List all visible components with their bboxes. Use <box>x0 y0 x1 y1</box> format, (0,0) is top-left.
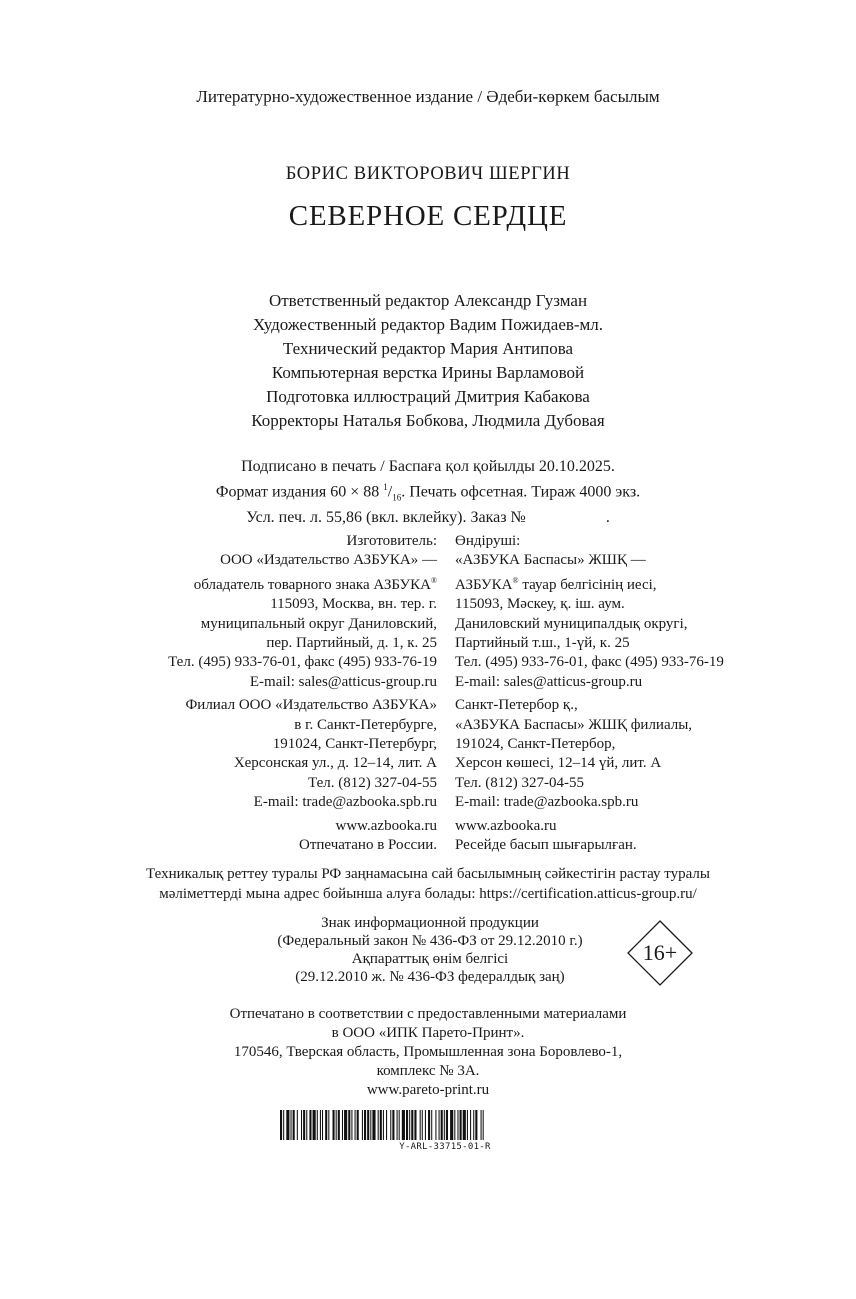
certification-note <box>0 864 856 904</box>
barcode-bar <box>463 1110 466 1140</box>
barcode-bar <box>425 1110 426 1140</box>
barcode-bar <box>457 1110 458 1140</box>
sign-line: Знак информационной продукции <box>321 915 539 931</box>
book-title: СЕВЕРНОЕ СЕРДЦЕ <box>288 200 568 232</box>
barcode-bar <box>383 1110 384 1140</box>
branch-address: 191024, Санкт-Петербург, <box>272 736 437 753</box>
barcode-bar <box>386 1110 387 1140</box>
barcode-bar <box>328 1110 329 1140</box>
barcode-bar <box>411 1110 413 1140</box>
branch-email: E-mail: trade@azbooka.spb.ru <box>455 794 639 811</box>
mfr-address: Даниловский муниципалдық округі, <box>455 615 688 632</box>
edition-type: Литературно-художественное издание / Әдеби-көркем басылым <box>196 87 660 106</box>
book-author: БОРИС ВИКТОРОВИЧ ШЕРГИН <box>285 164 571 184</box>
branch-email: E-mail: trade@azbooka.spb.ru <box>253 794 437 811</box>
barcode-bar <box>390 1110 391 1140</box>
barcode-bar <box>422 1110 423 1140</box>
barcode-bar <box>297 1110 298 1140</box>
barcode-bar <box>364 1110 366 1140</box>
mfr-owner: обладатель товарного знака АЗБУКА® <box>193 575 437 593</box>
info-product-sign <box>240 914 620 986</box>
barcode-bar <box>444 1110 445 1140</box>
barcode-bar <box>409 1110 410 1140</box>
barcode-bar <box>435 1110 436 1140</box>
barcode-bar <box>380 1110 382 1140</box>
barcode-bar <box>293 1110 295 1140</box>
barcode-bar <box>322 1110 323 1140</box>
mfr-name: ООО «Издательство АЗБУКА» — <box>220 552 437 569</box>
barcode-bar <box>286 1110 289 1140</box>
barcode-bar <box>348 1110 350 1140</box>
mfr-phone: Тел. (495) 933-76-01, факс (495) 933-76-19 <box>455 654 724 671</box>
credit-line: Подготовка иллюстраций Дмитрия Кабакова <box>266 387 590 406</box>
credits-list <box>0 289 856 433</box>
branch-address: Херсон көшесі, 12–14 үй, лит. А <box>455 755 662 772</box>
printed-in: Отпечатано в России. <box>299 837 437 854</box>
mfr-name: «АЗБУКА Баспасы» ЖШҚ — <box>455 552 646 569</box>
branch-phone: Тел. (812) 327-04-55 <box>455 774 584 791</box>
printer-line: 170546, Тверская область, Промышленная зона Боровлево-1, <box>233 1044 623 1060</box>
mfr-address: пер. Партийный, д. 1, к. 25 <box>266 635 437 652</box>
mfr-email: E-mail: sales@atticus-group.ru <box>249 673 437 690</box>
barcode-bar <box>470 1110 471 1140</box>
branch-name: Филиал ООО «Издательство АЗБУКА» <box>185 697 437 714</box>
mfr-address: 115093, Мәскеу, қ. іш. аум. <box>455 596 625 613</box>
barcode-bar <box>441 1110 443 1140</box>
barcode-bar <box>431 1110 432 1140</box>
branch-phone: Тел. (812) 327-04-55 <box>308 774 437 791</box>
barcode-bar <box>367 1110 369 1140</box>
barcode-bar <box>406 1110 408 1140</box>
format-line: Формат издания 60 × 88 $^1/_{16}$. Печать офсетная. Тираж 4000 экз. <box>215 482 641 503</box>
mfr-phone: Тел. (495) 933-76-01, факс (495) 933-76-19 <box>168 654 437 671</box>
barcode-bar <box>402 1110 405 1140</box>
sign-line: Ақпараттық өнім белгісі <box>351 951 509 967</box>
mfr-label: Изготовитель: <box>346 533 437 549</box>
branch-city: «АЗБУКА Баспасы» ЖШҚ филиалы, <box>455 716 693 733</box>
barcode-bar <box>481 1110 482 1140</box>
barcode-bar <box>460 1110 462 1140</box>
mfr-owner: АЗБУКА® тауар белгісінің иесі, <box>455 575 657 593</box>
barcode-bar <box>283 1110 284 1140</box>
age-rating-badge <box>627 920 693 986</box>
barcode-bar <box>399 1110 400 1140</box>
print-info <box>0 457 856 528</box>
printer-line: Отпечатано в соответствии с предоставленными материалами <box>229 1006 627 1022</box>
barcode-bar <box>446 1110 448 1140</box>
mfr-address: Партийный т.ш., 1-үй, к. 25 <box>455 635 630 652</box>
barcode <box>280 1110 610 1140</box>
barcode-bar <box>291 1110 292 1140</box>
sign-line: (Федеральный закон № 436-ФЗ от 29.12.2010 г.) <box>277 933 583 949</box>
barcode-bar <box>473 1110 474 1140</box>
printed-in: Ресейде басып шығарылған. <box>455 837 637 854</box>
barcode-bar <box>325 1110 327 1140</box>
printer-info <box>0 1005 856 1100</box>
mfr-label: Өндіруші: <box>455 533 521 549</box>
barcode-bar <box>306 1110 307 1140</box>
barcode-bar <box>342 1110 343 1140</box>
barcode-bar <box>303 1110 305 1140</box>
printer-line: комплекс № 3А. <box>376 1063 480 1079</box>
mfr-email: E-mail: sales@atticus-group.ru <box>455 673 643 690</box>
cert-line: мәліметтерді мына адрес бойынша алуға болады: https://certification.atticus-group.ru/ <box>159 886 697 902</box>
manufacturer-ru <box>97 532 437 856</box>
order-line: Усл. печ. л. 55,86 (вкл. вклейку). Заказ № . <box>246 508 610 526</box>
printer-website: www.pareto-print.ru <box>366 1082 490 1098</box>
barcode-bar <box>439 1110 440 1140</box>
barcode-bar <box>333 1110 335 1140</box>
website: www.azbooka.ru <box>335 817 437 834</box>
website: www.azbooka.ru <box>455 817 557 834</box>
barcode-bar <box>397 1110 398 1140</box>
branch-city: в г. Санкт-Петербурге, <box>294 716 437 733</box>
barcode-bar <box>338 1110 340 1140</box>
barcode-bar <box>317 1110 318 1140</box>
manufacturer-kz <box>455 532 815 856</box>
barcode-bar <box>313 1110 316 1140</box>
barcode-bar <box>450 1110 453 1140</box>
branch-address: 191024, Санкт-Петербор, <box>455 736 616 753</box>
barcode-bar <box>362 1110 363 1140</box>
barcode-bar <box>483 1110 484 1140</box>
barcode-bar <box>336 1110 337 1140</box>
barcode-bar <box>320 1110 321 1140</box>
barcode-bar <box>309 1110 311 1140</box>
barcode-text: Y-ARL-33715-01-R <box>399 1142 491 1152</box>
signed-line: Подписано в печать / Баспаға қол қойылды 20.10.2025. <box>241 458 615 475</box>
credit-line: Корректоры Наталья Бобкова, Людмила Дубовая <box>251 411 605 430</box>
barcode-bar <box>428 1110 430 1140</box>
barcode-bar <box>454 1110 455 1140</box>
barcode-bar <box>372 1110 375 1140</box>
age-rating-label: 16+ <box>642 940 678 965</box>
mfr-address: 115093, Москва, вн. тер. г. <box>270 596 437 613</box>
credit-line: Ответственный редактор Александр Гузман <box>268 291 588 310</box>
barcode-bar <box>370 1110 371 1140</box>
barcode-bar <box>355 1110 356 1140</box>
mfr-address: муниципальный округ Даниловский, <box>200 615 437 632</box>
barcode-bar <box>280 1110 282 1140</box>
branch-name: Санкт-Петербор қ., <box>455 697 578 714</box>
barcode-bar <box>301 1110 302 1140</box>
barcode-bar <box>378 1110 379 1140</box>
barcode-bar <box>344 1110 347 1140</box>
credit-line: Компьютерная верстка Ирины Варламовой <box>271 363 585 382</box>
sign-line: (29.12.2010 ж. № 436-ФЗ федералдық заң) <box>295 969 565 985</box>
cert-line: Техникалық реттеу туралы РФ заңнамасына сай басылымның сәйкестігін растау туралы <box>146 866 710 882</box>
barcode-bar <box>420 1110 421 1140</box>
barcode-bar <box>392 1110 394 1140</box>
credit-line: Технический редактор Мария Антипова <box>282 339 574 358</box>
barcode-bar <box>467 1110 468 1140</box>
barcode-bar <box>475 1110 477 1140</box>
printer-line: в ООО «ИПК Парето-Принт». <box>331 1025 525 1041</box>
barcode-bar <box>357 1110 359 1140</box>
branch-address: Херсонская ул., д. 12–14, лит. А <box>233 755 437 772</box>
credit-line: Художественный редактор Вадим Пожидаев-мл. <box>252 315 604 334</box>
barcode-bar <box>351 1110 352 1140</box>
barcode-bar <box>414 1110 416 1140</box>
